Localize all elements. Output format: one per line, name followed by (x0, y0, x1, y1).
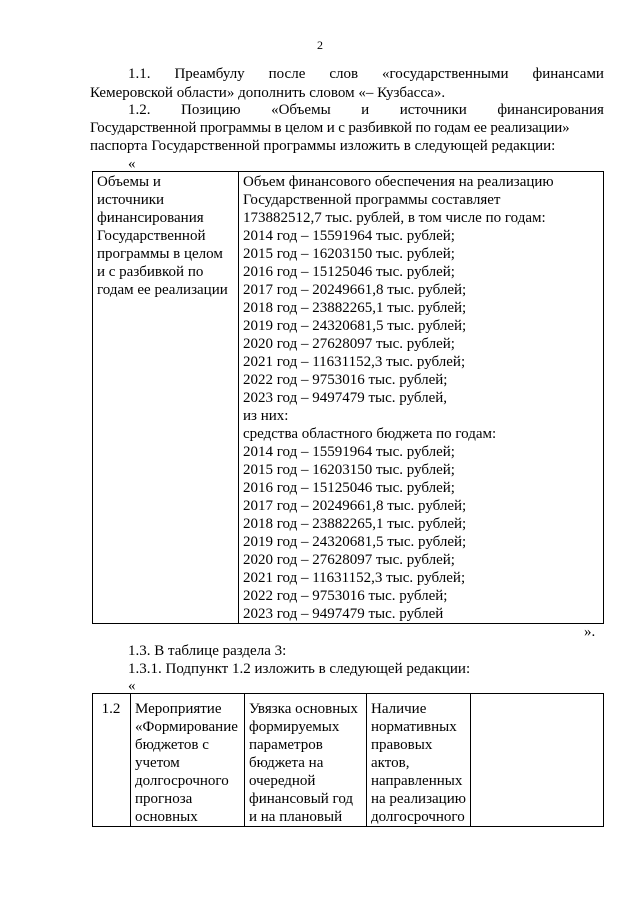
cell-line: параметров (249, 737, 323, 753)
cell-line: 2020 год – 27628097 тыс. рублей; (243, 336, 455, 352)
cell-line: средства областного бюджета по годам: (243, 426, 497, 442)
cell-line: программы в целом (97, 246, 223, 262)
para-1-3: 1.3. В таблице раздела 3: (128, 643, 287, 659)
cell-line: Увязка основных (249, 701, 358, 717)
cell-line: долгосрочного (135, 773, 229, 789)
cell-line: и с разбивкой по (97, 264, 204, 280)
para-1-1-line-1 (128, 65, 604, 83)
cell-line: 2019 год – 24320681,5 тыс. рублей; (243, 534, 467, 550)
linkage-cell (245, 694, 367, 827)
word: 1.1. (128, 66, 151, 82)
cell-line: финансовый год (249, 791, 354, 807)
cell-line: 173882512,7 тыс. рублей, в том числе по годам: (243, 210, 546, 226)
cell-line: 2014 год – 15591964 тыс. рублей; (243, 228, 455, 244)
open-quote: « (128, 678, 136, 694)
table-row (93, 172, 604, 624)
cell-line: «Формирование (135, 719, 238, 735)
para-1-2-line-3: паспорта Государственной программы изложить в следующей редакции: (90, 138, 556, 154)
para-1-2-line-1 (128, 101, 604, 119)
cell-line: прогноза (135, 791, 193, 807)
cell-line: финансирования (97, 210, 204, 226)
cell-line: учетом (135, 755, 180, 771)
word: после (268, 66, 306, 82)
cell-line: 2021 год – 11631152,3 тыс. рублей; (243, 570, 466, 586)
para-1-3-1: 1.3.1. Подпункт 1.2 изложить в следующей редакции: (128, 661, 471, 677)
cell-line: бюджета на (249, 755, 324, 771)
cell-line: 2021 год – 11631152,3 тыс. рублей; (243, 354, 466, 370)
cell-line: из них: (243, 408, 289, 424)
row-number-cell: 1.2 (93, 694, 131, 827)
cell-line: на реализацию (371, 791, 466, 807)
open-quote: « (128, 156, 136, 172)
funding-table (92, 171, 604, 624)
cell-line: Государственной программы составляет (243, 192, 501, 208)
close-quote: ». (584, 624, 596, 640)
cell-line: 2017 год – 20249661,8 тыс. рублей; (243, 498, 467, 514)
cell-line: источники (97, 192, 165, 208)
cell-line: 2020 год – 27628097 тыс. рублей; (243, 552, 455, 568)
table-row (93, 694, 604, 827)
cell-line: направленных (371, 773, 463, 789)
word: финансирования (497, 102, 604, 118)
word: 1.2. (128, 102, 151, 118)
cell-line: 2023 год – 9497479 тыс. рублей (243, 606, 444, 622)
cell-line: 2015 год – 16203150 тыс. рублей; (243, 246, 455, 262)
cell-line: Мероприятие (135, 701, 222, 717)
acts-cell (367, 694, 471, 827)
cell-line: нормативных (371, 719, 457, 735)
cell-line: основных (135, 809, 198, 825)
page-number: 2 (317, 38, 323, 52)
cell-line: актов, (371, 755, 410, 771)
word: и (361, 102, 370, 118)
cell-line: 2017 год – 20249661,8 тыс. рублей; (243, 282, 467, 298)
empty-cell (471, 694, 604, 827)
cell-line: бюджетов с (135, 737, 209, 753)
word: «Объемы (271, 102, 331, 118)
cell-line: 2016 год – 15125046 тыс. рублей; (243, 480, 455, 496)
measures-table (92, 693, 604, 827)
word: источники (399, 102, 467, 118)
cell-line: и на плановый (249, 809, 343, 825)
cell-line: 2022 год – 9753016 тыс. рублей; (243, 588, 448, 604)
cell-line: Объем финансового обеспечения на реализацию (243, 174, 554, 190)
cell-line: правовых (371, 737, 433, 753)
cell-line: 2018 год – 23882265,1 тыс. рублей; (243, 516, 467, 532)
cell-line: 2014 год – 15591964 тыс. рублей; (243, 444, 455, 460)
funding-label-cell (93, 172, 239, 624)
cell-line: 2016 год – 15125046 тыс. рублей; (243, 264, 455, 280)
word: слов (329, 66, 359, 82)
cell-line: 2022 год – 9753016 тыс. рублей; (243, 372, 448, 388)
para-1-1-line-2: Кемеровской области» дополнить словом «– Кузбасса». (90, 85, 446, 101)
cell-line: 2019 год – 24320681,5 тыс. рублей; (243, 318, 467, 334)
cell-line: годам ее реализации (97, 282, 228, 298)
cell-line: очередной (249, 773, 316, 789)
cell-line: Наличие (371, 701, 427, 717)
word: финансами (532, 66, 604, 82)
word: Позицию (181, 102, 241, 118)
word: Преамбулу (174, 66, 245, 82)
cell-line: 2018 год – 23882265,1 тыс. рублей; (243, 300, 467, 316)
cell-line: долгосрочного (371, 809, 465, 825)
para-1-2-line-2: Государственной программы в целом и с разбивкой по годам ее реализации» (90, 120, 570, 136)
cell-line: 2015 год – 16203150 тыс. рублей; (243, 462, 455, 478)
cell-line: 2023 год – 9497479 тыс. рублей, (243, 390, 448, 406)
cell-line: Объемы и (97, 174, 161, 190)
cell-line: формируемых (249, 719, 340, 735)
funding-value-cell (239, 172, 604, 624)
cell-line: Государственной (97, 228, 206, 244)
measure-cell (131, 694, 245, 827)
word: «государственными (382, 66, 509, 82)
